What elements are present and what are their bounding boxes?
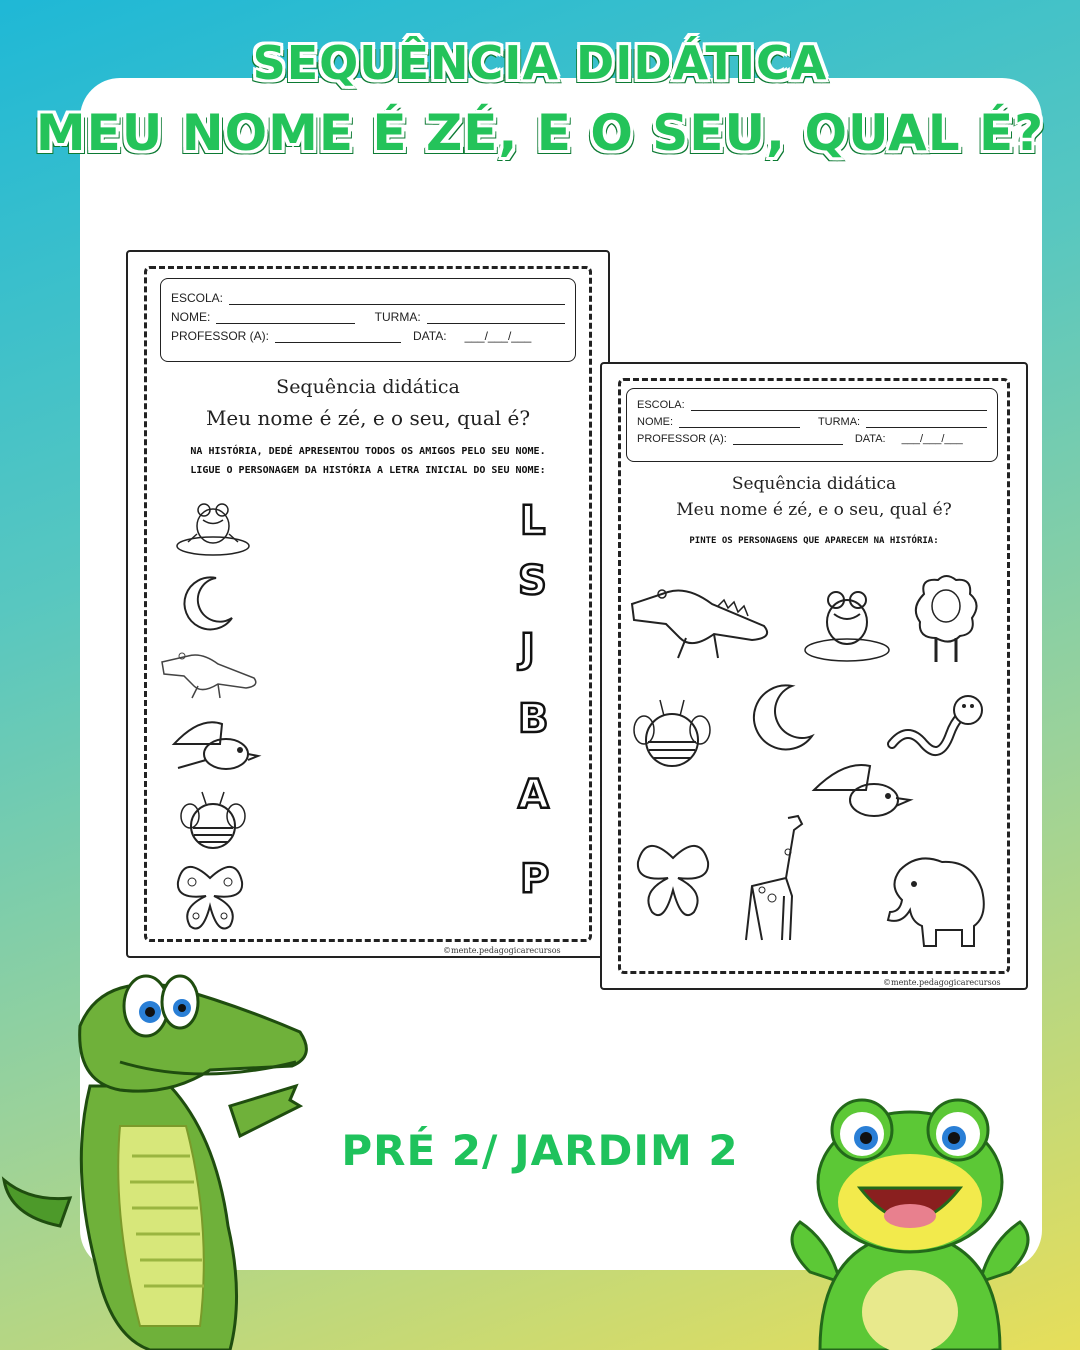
teacher-label: PROFESSOR (A): <box>637 433 727 445</box>
name-label: NOME: <box>171 310 211 324</box>
letter-p: P <box>520 856 550 902</box>
frog-icon <box>174 496 252 558</box>
sheep-icon <box>910 574 982 666</box>
date-label: DATA: <box>413 329 447 343</box>
bird-icon <box>810 756 914 828</box>
school-label: ESCOLA: <box>637 399 685 411</box>
student-info-box <box>626 388 998 462</box>
sheet-subtitle: Meu nome é zé, e o seu, qual é? <box>676 500 952 520</box>
worm-icon <box>888 684 988 764</box>
name-label: NOME: <box>637 416 674 428</box>
letter-l: L <box>520 498 546 544</box>
grade-label: PRÉ 2/ JARDIM 2 <box>341 1126 739 1175</box>
giraffe-icon <box>732 808 812 944</box>
date-label: DATA: <box>854 433 886 445</box>
instruction-line: PINTE OS PERSONAGENS QUE APARECEM NA HISTÓRIA: <box>689 536 939 546</box>
alligator-icon <box>628 574 774 664</box>
instruction-line-1: NA HISTÓRIA, DEDÉ APRESENTOU TODOS OS AMIGOS PELO SEU NOME. <box>190 446 546 457</box>
student-info-box <box>160 278 576 362</box>
instruction-line-2: LIGUE O PERSONAGEM DA HISTÓRIA A LETRA INICIAL DO SEU NOME: <box>190 465 546 476</box>
moon-icon <box>178 574 236 632</box>
butterfly-icon <box>172 856 248 936</box>
worksheet-preview-2 <box>600 362 1028 990</box>
sheet-title: Sequência didática <box>731 474 897 494</box>
elephant-icon <box>878 850 992 950</box>
letter-j: J <box>520 626 535 672</box>
bird-icon <box>170 714 262 780</box>
title-line-2: MEU NOME É ZÉ, E O SEU, QUAL É? <box>35 104 1045 162</box>
sheet-subtitle: Meu nome é zé, e o seu, qual é? <box>205 406 531 430</box>
worksheet-preview-1 <box>126 250 610 958</box>
bee-icon <box>180 786 246 854</box>
credit-text: ©mente.pedagogicarecursos <box>880 978 1004 987</box>
bee-icon <box>632 694 712 772</box>
class-label: TURMA: <box>817 416 861 428</box>
date-blanks: ___/___/___ <box>901 433 963 445</box>
class-label: TURMA: <box>374 310 421 324</box>
alligator-icon <box>158 642 262 704</box>
sheet-title: Sequência didática <box>276 376 460 398</box>
credit-text: ©mente.pedagogicarecursos <box>440 946 564 955</box>
letter-a: A <box>518 772 549 818</box>
school-label: ESCOLA: <box>171 291 224 305</box>
date-blanks: ___/___/___ <box>464 329 532 343</box>
title-line-1: SEQUÊNCIA DIDÁTICA <box>252 36 828 90</box>
frog-icon <box>802 582 892 664</box>
moon-icon <box>746 682 816 752</box>
teacher-label: PROFESSOR (A): <box>171 329 270 343</box>
letter-s: S <box>518 558 547 604</box>
letter-b: B <box>518 696 549 742</box>
butterfly-icon <box>632 834 714 924</box>
